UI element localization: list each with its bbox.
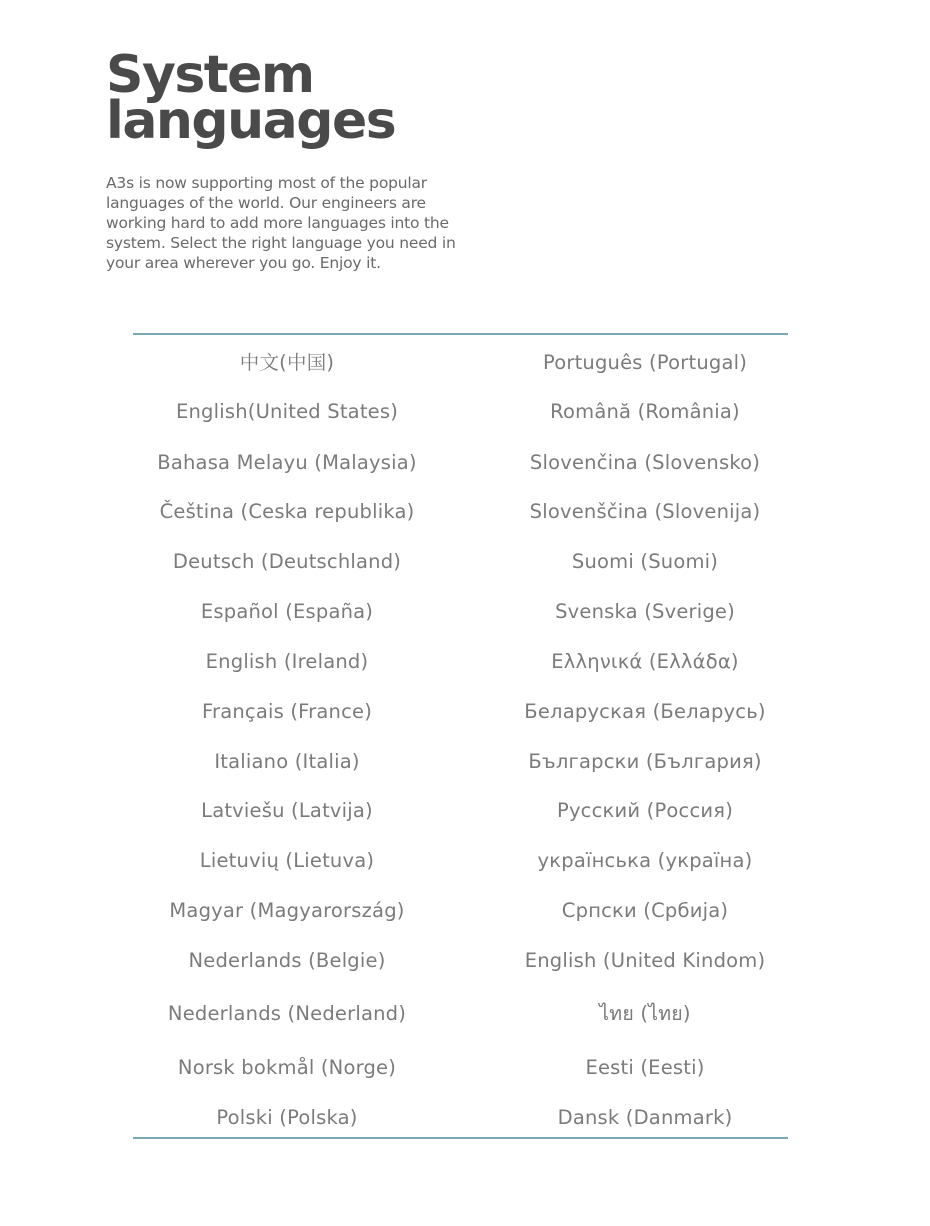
page-title-line-2: languages	[106, 91, 396, 151]
language-item: Nederlands (Nederland)	[167, 1002, 407, 1025]
page-title-line-1: System	[106, 45, 314, 105]
language-item: Română (România)	[550, 400, 740, 423]
language-item: Svenska (Sverige)	[555, 600, 735, 623]
language-item: Čeština (Ceska republika)	[159, 500, 415, 523]
language-item: Français (France)	[201, 700, 373, 723]
language-item: Slovenščina (Slovenija)	[529, 500, 761, 523]
language-item: Беларуская (Беларусь)	[524, 700, 766, 723]
page-title	[106, 45, 396, 151]
language-item: Latviešu (Latvija)	[201, 799, 373, 822]
language-item: українська (україна)	[537, 849, 753, 872]
top-divider	[133, 333, 788, 335]
language-item: Norsk bokmål (Norge)	[177, 1056, 397, 1079]
language-item: English (United Kindom)	[524, 949, 766, 972]
language-item: 中文(中国)	[239, 351, 335, 374]
language-item: Polski (Polska)	[216, 1106, 358, 1129]
language-item: Ελληνικά (Ελλάδα)	[551, 650, 739, 673]
intro-paragraph: A3s is now supporting most of the popular languages of the world. Our engineers are working hard to add more languages into the system. Select the right language you need in your area wherever you go. Enjoy it.	[106, 174, 456, 272]
language-item: English (Ireland)	[205, 650, 369, 673]
language-item: ไทย (ไทย)	[599, 1002, 691, 1025]
language-item: Español (España)	[200, 600, 374, 623]
language-item: Eesti (Eesti)	[585, 1056, 705, 1079]
language-item: Slovenčina (Slovensko)	[529, 451, 761, 474]
language-item: Bahasa Melayu (Malaysia)	[157, 451, 417, 474]
language-item: Deutsch (Deutschland)	[172, 550, 402, 573]
language-item: Русский (Россия)	[556, 799, 733, 822]
language-item: Српски (Србија)	[561, 899, 729, 922]
language-item: English(United States)	[175, 400, 399, 423]
language-item: Suomi (Suomi)	[571, 550, 719, 573]
language-item: Magyar (Magyarország)	[169, 899, 405, 922]
language-item: Lietuvių (Lietuva)	[199, 849, 375, 872]
language-item: Português (Portugal)	[542, 351, 748, 374]
bottom-divider	[133, 1137, 788, 1139]
language-item: Nederlands (Belgie)	[188, 949, 386, 972]
language-item: Български (България)	[528, 750, 762, 773]
language-item: Dansk (Danmark)	[557, 1106, 733, 1129]
language-item: Italiano (Italia)	[214, 750, 360, 773]
